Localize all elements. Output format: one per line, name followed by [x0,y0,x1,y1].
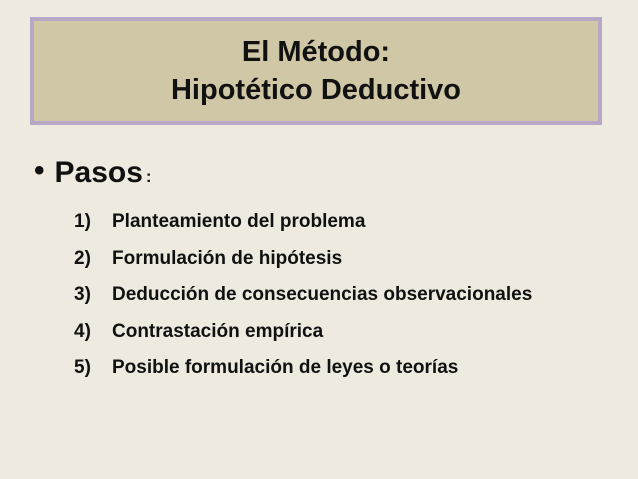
bullet-icon: • [34,154,45,187]
steps-heading [34,156,152,190]
step-text: Deducción de consecuencias observacionales [112,284,533,306]
title-line-2: Hipotético Deductivo [170,74,461,106]
step-item [74,241,532,278]
title-box [30,17,602,125]
step-number: 2) [74,247,91,269]
step-text: Formulación de hipótesis [112,247,343,269]
step-list [74,204,532,387]
step-number: 3) [74,284,91,306]
step-text: Planteamiento del problema [112,211,366,233]
step-item [74,314,532,351]
step-number: 1) [74,211,91,233]
step-number: 4) [74,320,91,342]
step-text: Contrastación empírica [112,320,324,342]
step-item [74,204,532,241]
title-line-1: El Método: [241,36,391,68]
step-item [74,277,532,314]
step-number: 5) [74,357,91,379]
heading-text: Pasos [54,156,143,189]
heading-colon: : [145,167,152,186]
step-text: Posible formulación de leyes o teorías [112,357,459,379]
step-item [74,350,532,387]
